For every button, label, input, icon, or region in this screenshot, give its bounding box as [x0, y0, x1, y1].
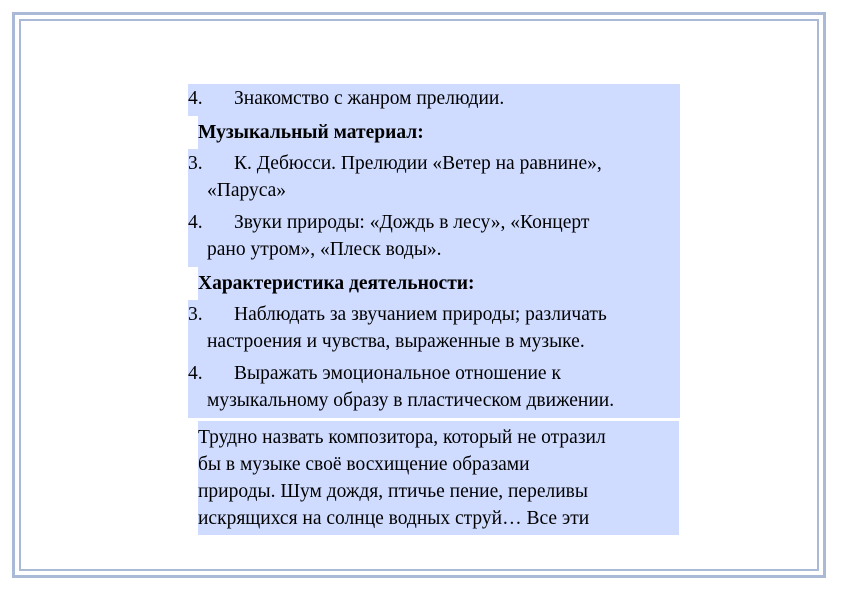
slide-content: [188, 84, 682, 535]
list-number: 4.: [188, 212, 203, 233]
list-number: 3.: [188, 304, 203, 325]
paragraph-line: природы. Шум дождя, птичье пение, переливы: [198, 481, 588, 502]
list-text: Наблюдать за звучанием природы; различать: [234, 304, 607, 325]
list-text: Знакомство с жанром прелюдии.: [234, 88, 505, 109]
list-item: [188, 300, 680, 359]
paragraph-line: Трудно назвать композитора, который не отразил: [198, 427, 606, 448]
section-heading-activity: Характеристика деятельности:: [198, 267, 680, 300]
list-item: [188, 149, 680, 208]
list-text-continuation: музыкальному образу в пластическом движении.: [207, 390, 615, 411]
paragraph-line: искрящихся на солнце водных струй… Все эти: [198, 508, 590, 529]
body-paragraph: [198, 421, 679, 535]
list-number: 4.: [188, 88, 203, 109]
list-text: К. Дебюсси. Прелюдии «Ветер на равнине»,: [234, 153, 602, 174]
paragraph-line: бы в музыке своё восхищение образами: [198, 454, 530, 475]
list-item: [188, 359, 680, 418]
list-text-continuation: настроения и чувства, выраженные в музыке.: [207, 331, 585, 352]
list-text-continuation: «Паруса»: [207, 180, 287, 201]
list-text: Выражать эмоциональное отношение к: [234, 363, 561, 384]
list-item: [188, 208, 680, 267]
list-number: 4.: [188, 363, 203, 384]
list-text: Звуки природы: «Дождь в лесу», «Концерт: [234, 212, 590, 233]
section-heading-material: Музыкальный материал:: [198, 116, 680, 149]
list-text-continuation: рано утром», «Плеск воды».: [207, 239, 442, 260]
list-item: [188, 84, 680, 116]
list-number: 3.: [188, 153, 203, 174]
